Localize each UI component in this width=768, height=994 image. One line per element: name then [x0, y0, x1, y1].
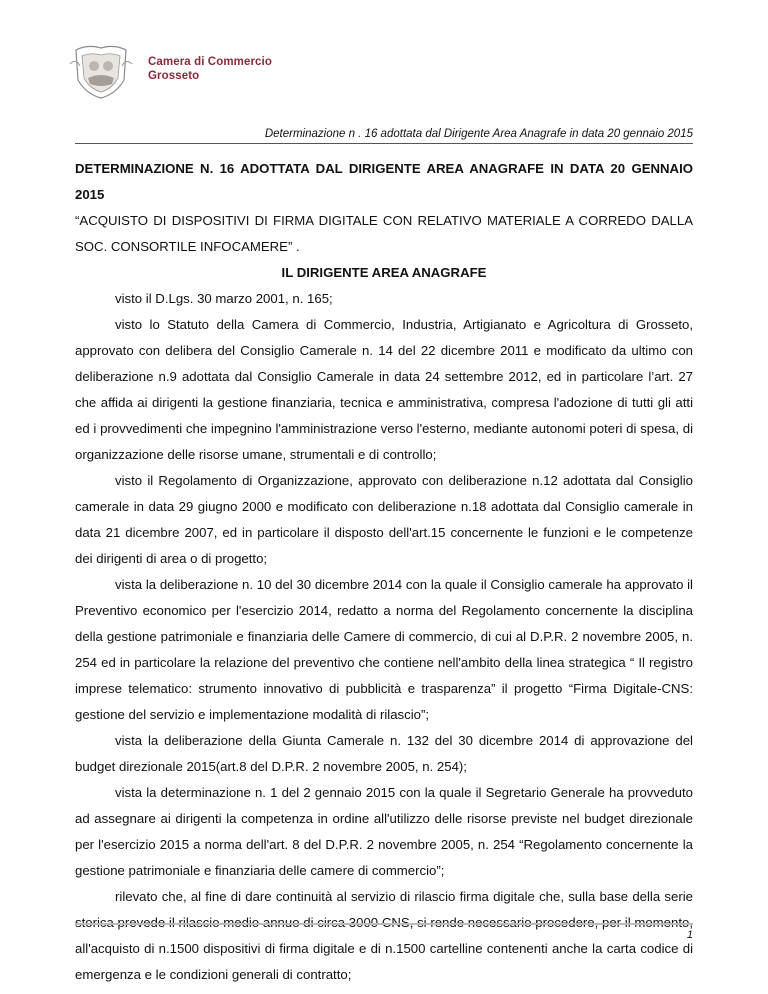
chamber-logo: [62, 44, 282, 100]
document-body: [75, 156, 693, 988]
paragraph: rilevato che, al fine di dare continuità al servizio di rilascio firma digitale che, sulla base della serie all'acquisto di n.1500 dispositivi di firma digitale e di n.1500 cartelline contenenti anche la carta codice di emergenza e le condizioni generali di contratto;: [75, 889, 693, 982]
paragraph: visto lo Statuto della Camera di Commercio, Industria, Artigianato e Agricoltura di Grosseto, approvato con delibera del Consiglio Camerale n. 14 del 22 dicembre 2011 e modificato da ultimo con deliberazione n.9 adottata dal Consiglio Camerale in data 24 settembre 2012, ed in particolare l’art. 27 che affida ai dirigenti la gestione finanziaria, tecnica e amministrativa, compresa l'adozione di tutti gli atti ed i provvedimenti che impegnino l'amministrazione verso l'esterno, mediante autonomi poteri di spesa, di organizzazione delle risorse umane, strumentali e di controllo;: [75, 317, 693, 462]
running-header: Determinazione n . 16 adottata dal Dirigente Area Anagrafe in data 20 gennaio 2015: [264, 128, 693, 140]
paragraph: visto il Regolamento di Organizzazione, approvato con deliberazione n.12 adottata dal Consiglio camerale in data 29 giugno 2000 e modificato con deliberazione n.18 adottata dal Consiglio camerale in data 21 dicembre 2007, ed in particolare il disposto dell'art.15 concernente le funzioni e le competenze dei dirigenti di area o di progetto;: [75, 473, 693, 566]
footer-divider: [75, 923, 693, 925]
document-subject: “ACQUISTO DI DISPOSITIVI DI FIRMA DIGITALE CON RELATIVO MATERIALE A CORREDO DALLA SOC. CONSORTILE INFOCAMERE” .: [75, 213, 693, 254]
paragraph: vista la determinazione n. 1 del 2 gennaio 2015 con la quale il Segretario Generale ha provveduto ad assegnare ai dirigenti la competenza in ordine all'utilizzo delle risorse previste nel budget direzionale per l'esercizio 2015 a norma dell'art. 8 del D.P.R. 2 novembre 2005, n. 254 “Regolamento concernente la gestione patrimoniale e finanziaria delle camere di commercio”;: [75, 785, 693, 878]
paragraph: vista la deliberazione della Giunta Camerale n. 132 del 30 dicembre 2014 di approvazione del budget direzionale 2015(art.8 del D.P.R. 2 novembre 2005, n. 254);: [75, 733, 693, 774]
document-title: DETERMINAZIONE N. 16 ADOTTATA DAL DIRIGENTE AREA ANAGRAFE IN DATA 20 GENNAIO 2015: [75, 161, 693, 202]
paragraph: visto il D.Lgs. 30 marzo 2001, n. 165;: [115, 291, 333, 306]
coat-of-arms-icon: [68, 44, 134, 100]
paragraph: vista la deliberazione n. 10 del 30 dicembre 2014 con la quale il Consiglio camerale ha approvato il Preventivo economico per l'esercizio 2014, redatto a norma del Regolamento concernente la disciplina della gestione patrimoniale e finanziaria delle Camere di commercio, di cui al D.P.R. 2 novembre 2005, n. 254 ed in particolare la relazione del preventivo che contiene nell'ambito della linea strategica “ Il registro imprese telematico: strumento innovativo di pubblicità e trasparenza” il progetto “Firma Digitale-CNS: gestione del servizio e implementazione modalità di rilascio”;: [75, 577, 693, 722]
header-divider: [75, 143, 693, 144]
logo-line-1: Camera di Commercio: [148, 56, 272, 68]
page-number: 1: [686, 929, 693, 941]
logo-line-2: Grosseto: [148, 70, 200, 82]
section-heading: IL DIRIGENTE AREA ANAGRAFE: [281, 265, 487, 280]
